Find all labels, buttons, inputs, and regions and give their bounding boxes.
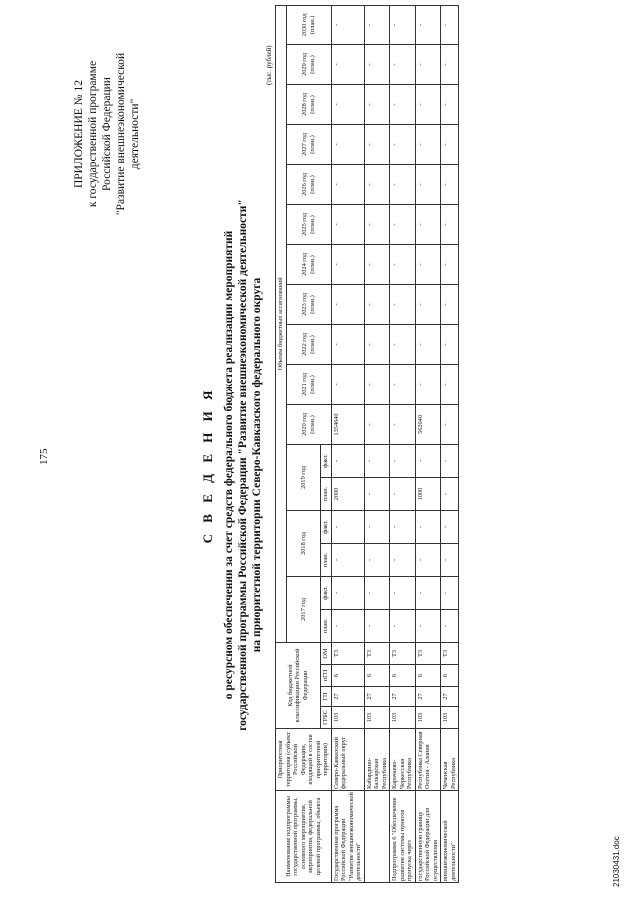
year-value-cell: -: [415, 84, 441, 124]
year-header: 2029 год (план.): [286, 44, 331, 84]
gp-cell: 27: [415, 687, 441, 707]
territory-cell: Чеченская Республика: [441, 729, 459, 791]
code-om-header: ОМ: [321, 642, 332, 664]
year-value-cell: -: [441, 284, 459, 324]
year-header: 2020 год (план.): [286, 404, 331, 444]
page-number: 175: [38, 448, 50, 465]
heading-line: о ресурсном обеспечении за счет средств федерального бюджета реализации мероприятий: [223, 230, 235, 700]
plan-2018-cell: -: [441, 543, 459, 576]
program-name-cell: Государственная программа Российской Федерации "Развитие внешнеэкономической деятельности": [332, 792, 362, 881]
year-header: 2022 год (план.): [286, 324, 331, 364]
grbs-cell: 103: [364, 707, 390, 729]
resource-table: [275, 5, 459, 883]
pgp-cell: 6: [415, 665, 441, 687]
plan-header: план.: [321, 477, 332, 510]
year-value-cell: -: [415, 204, 441, 244]
fact-2018-cell: -: [415, 510, 441, 543]
year-header: 2023 год (план.): [286, 284, 331, 324]
fact-2019-cell: -: [331, 444, 364, 477]
year-value-cell: -: [390, 164, 416, 204]
year-value-cell: -: [441, 5, 459, 44]
year-value-cell: -: [415, 324, 441, 364]
year-header: 2021 год (план.): [286, 364, 331, 404]
fact-2018-cell: -: [441, 510, 459, 543]
year-value-cell: -: [364, 284, 390, 324]
year-value-cell: -: [390, 204, 416, 244]
code-gp-header: ГП: [321, 687, 332, 707]
appendix-line: к государственной программе: [87, 60, 99, 208]
om-cell: Т3: [441, 642, 459, 664]
fact-2019-cell: -: [441, 444, 459, 477]
program-name-cell: государственную границу Российской Федерации для осуществления: [415, 791, 441, 883]
year-value-cell: -: [415, 44, 441, 84]
year-value-cell: -: [331, 284, 364, 324]
fact-2019-cell: -: [415, 444, 441, 477]
fact-2018-cell: -: [331, 510, 364, 543]
territory-cell: Республика Северная Осетия - Алания: [415, 729, 441, 791]
year-value-cell: -: [390, 364, 416, 404]
grbs-cell: 103: [331, 707, 364, 729]
grbs-cell: 103: [415, 707, 441, 729]
plan-2017-cell: -: [390, 609, 416, 642]
grbs-cell: 103: [441, 707, 459, 729]
year-value-cell: -: [415, 364, 441, 404]
program-name-cell: Подпрограмма 6 "Обеспечение развития системы пунктов пропуска через: [390, 791, 416, 883]
plan-2018-cell: -: [390, 543, 416, 576]
pgp-cell: 6: [331, 665, 364, 687]
plan-2018-cell: -: [331, 543, 364, 576]
table-row: [331, 5, 364, 882]
year-value-cell: -: [364, 404, 390, 444]
pgp-cell: 6: [390, 665, 416, 687]
year-value-cell: -: [415, 244, 441, 284]
year-2017-header: 2017 год: [286, 576, 321, 642]
fact-2019-cell: -: [390, 444, 416, 477]
table-row: [415, 5, 441, 882]
year-value-cell: -: [364, 124, 390, 164]
year-value-cell: -: [364, 44, 390, 84]
om-cell: Т3: [390, 642, 416, 664]
year-value-cell: -: [331, 324, 364, 364]
year-header: 2024 год (план.): [286, 244, 331, 284]
year-header: 2028 год (план.): [286, 84, 331, 124]
program-name-cell: внешнеэкономической деятельности": [441, 791, 459, 883]
program-name-cell: [364, 791, 390, 883]
gp-cell: 27: [331, 687, 364, 707]
heading-line: государственной программы Российской Федерации "Развитие внешнеэкономической деятельности": [237, 199, 249, 731]
year-value-cell: -: [364, 244, 390, 284]
year-value-cell: -: [390, 84, 416, 124]
plan-2017-cell: -: [415, 609, 441, 642]
year-value-cell: -: [364, 364, 390, 404]
fact-2017-cell: -: [415, 576, 441, 609]
grbs-cell: 103: [390, 707, 416, 729]
year-value-cell: 1354640: [331, 404, 364, 444]
year-value-cell: -: [390, 44, 416, 84]
col-budget-code-header: Код бюджетной классификации Российской Федерации: [276, 642, 321, 728]
plan-2019-cell: 2000: [331, 477, 364, 510]
year-value-cell: -: [331, 364, 364, 404]
col-volumes-header: Объемы бюджетных ассигнований: [276, 5, 287, 642]
fact-2017-cell: -: [331, 576, 364, 609]
year-header: 2025 год (план.): [286, 204, 331, 244]
year-value-cell: -: [331, 84, 364, 124]
heading-title: С В Е Д Е Н И Я: [200, 386, 215, 544]
plan-2018-cell: -: [364, 543, 390, 576]
appendix-line: деятельности": [129, 98, 141, 170]
year-value-cell: -: [331, 244, 364, 284]
plan-header: план.: [321, 543, 332, 576]
pgp-cell: 6: [364, 665, 390, 687]
plan-2017-cell: -: [441, 609, 459, 642]
territory-cell: Кабардино-Балкарская Республика: [364, 729, 390, 791]
fact-2017-cell: -: [441, 576, 459, 609]
year-value-cell: -: [441, 124, 459, 164]
year-value-cell: -: [364, 164, 390, 204]
plan-2017-cell: -: [331, 609, 364, 642]
year-value-cell: -: [415, 124, 441, 164]
appendix-line: Российской Федерации: [101, 77, 113, 191]
col-territory-header: Приоритетная территория (субъект Российской Федерации, входящий в состав приоритетной территории): [276, 729, 332, 791]
gp-cell: 27: [390, 687, 416, 707]
year-2019-header: 2019 год: [286, 444, 321, 510]
year-value-cell: -: [441, 204, 459, 244]
appendix-block: [72, 39, 142, 229]
col-program-header: Наименование подпрограммы государственной программы, основного мероприятия, мероприятия, федеральной целевой программы, объекта: [276, 791, 332, 883]
table-row: [390, 5, 416, 882]
units-label: (тыс. рублей): [265, 45, 273, 85]
table-row: [364, 5, 390, 882]
plan-2019-cell: -: [390, 477, 416, 510]
year-header: 2026 год (план.): [286, 164, 331, 204]
year-value-cell: -: [364, 5, 390, 44]
fact-header: факт.: [321, 444, 332, 477]
gp-cell: 27: [364, 687, 390, 707]
document-id: 21030431.doc: [612, 836, 621, 887]
year-2018-header: 2018 год: [286, 510, 321, 576]
year-value-cell: -: [331, 204, 364, 244]
code-grbs-header: ГРБС: [321, 707, 332, 729]
year-value-cell: -: [441, 324, 459, 364]
om-cell: Т3: [364, 642, 390, 664]
year-value-cell: -: [390, 244, 416, 284]
plan-2019-cell: -: [364, 477, 390, 510]
fact-2019-cell: -: [364, 444, 390, 477]
year-value-cell: -: [441, 164, 459, 204]
year-value-cell: -: [390, 284, 416, 324]
year-value-cell: -: [415, 284, 441, 324]
year-value-cell: -: [441, 84, 459, 124]
year-value-cell: -: [390, 404, 416, 444]
territory-cell: Северо-Кавказский федеральный округ: [331, 729, 364, 791]
document-heading: [200, 145, 264, 785]
year-value-cell: -: [441, 244, 459, 284]
appendix-line: "Развитие внешнеэкономической: [115, 52, 127, 216]
year-value-cell: -: [390, 324, 416, 364]
plan-2019-cell: -: [441, 477, 459, 510]
pgp-cell: 6: [441, 665, 459, 687]
table-row: [441, 5, 459, 882]
year-value-cell: -: [441, 364, 459, 404]
year-header: 2027 год (план.): [286, 124, 331, 164]
plan-header: план.: [321, 609, 332, 642]
fact-header: факт.: [321, 576, 332, 609]
year-value-cell: -: [441, 404, 459, 444]
om-cell: Т3: [331, 642, 364, 664]
fact-2018-cell: -: [390, 510, 416, 543]
fact-2017-cell: -: [364, 576, 390, 609]
heading-line: на приоритетной территории Северо-Кавказского федерального округа: [251, 277, 263, 653]
year-value-cell: -: [364, 204, 390, 244]
year-value-cell: -: [415, 164, 441, 204]
territory-cell: Карачаево-Черкесская Республика: [390, 729, 416, 791]
fact-header: факт.: [321, 510, 332, 543]
year-value-cell: -: [390, 124, 416, 164]
om-cell: Т3: [415, 642, 441, 664]
year-value-cell: 562040: [415, 404, 441, 444]
gp-cell: 27: [441, 687, 459, 707]
fact-2018-cell: -: [364, 510, 390, 543]
year-value-cell: -: [364, 324, 390, 364]
plan-2017-cell: -: [364, 609, 390, 642]
year-value-cell: -: [331, 124, 364, 164]
year-value-cell: -: [331, 5, 364, 44]
year-value-cell: -: [415, 5, 441, 44]
year-value-cell: -: [364, 84, 390, 124]
code-pgp-header: пГП: [321, 665, 332, 687]
plan-2018-cell: -: [415, 543, 441, 576]
year-value-cell: -: [331, 164, 364, 204]
year-value-cell: -: [441, 44, 459, 84]
fact-2017-cell: -: [390, 576, 416, 609]
year-value-cell: -: [390, 5, 416, 44]
appendix-title: ПРИЛОЖЕНИЕ № 12: [73, 80, 85, 189]
year-header: 2030 год (план.): [286, 5, 331, 44]
year-value-cell: -: [331, 44, 364, 84]
plan-2019-cell: 1000: [415, 477, 441, 510]
